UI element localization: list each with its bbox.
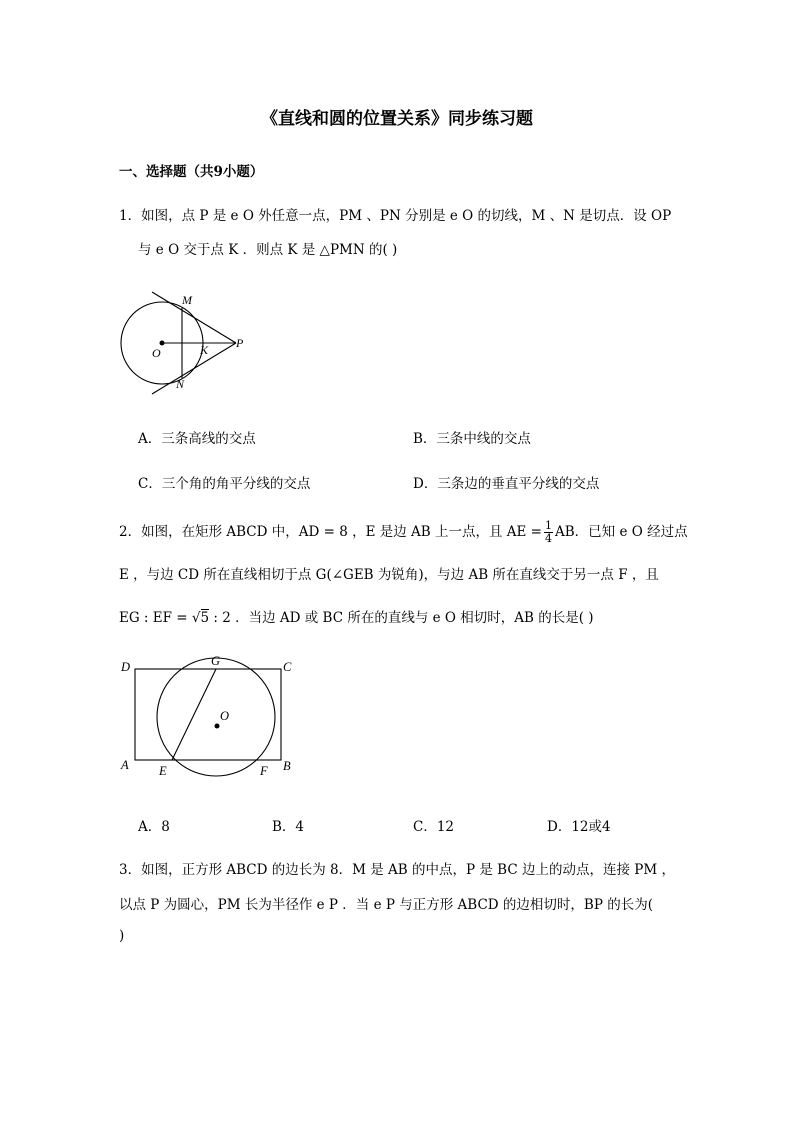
q1-option-a[interactable]: A．三条高线的交点 [138,431,256,447]
q2-ratio-prefix: EG : EF = [119,610,192,626]
q2-segment-eg [172,669,216,760]
q3-text-line-3: ) [119,928,125,944]
q1-label-k: K [200,343,209,357]
q3-text-line-1: 3．如图，正方形 ABCD 的边长为 8．M 是 AB 的中点，P 是 BC 边上的动点，连接 PM ， [119,862,675,878]
q2-circle-o [157,658,275,776]
q2-label-f: F [260,764,268,778]
q2-label-o: O [220,709,230,723]
q2-label-e: E [159,764,167,778]
q1-option-c[interactable]: C．三个角的角平分线的交点 [138,476,311,492]
q2-option-b[interactable]: B．4 [272,819,305,835]
q1-tangent-pn [152,343,236,394]
q2-sqrt-value: 5 [200,610,210,626]
q1-label-n: N [176,377,185,391]
q2-option-a[interactable]: A．8 [138,819,170,835]
q2-label-c: C [283,660,292,674]
q2-text-line-2: E ，与边 CD 所在直线相切于点 G(∠GEB 为锐角)，与边 AB 所在直线交于另一点 F ，且 [119,567,659,583]
q2-center-dot [215,724,220,729]
q2-fraction [544,520,553,545]
q1-figure [112,288,262,398]
q2-label-b: B [283,759,291,773]
q1-center-dot [160,341,165,346]
q2-fraction-denominator: 4 [545,532,552,545]
q2-text-line-1 [119,520,688,545]
q1-text-line-2: 与 e O 交于点 K ．则点 K 是 △PMN 的( ) [138,242,398,258]
section-heading: 一、选择题（共9小题） [119,164,264,180]
q2-line-1-suffix: AB．已知 e O 经过点 [555,524,688,540]
q2-label-g: G [211,654,221,668]
q2-text-line-3 [119,606,594,626]
q2-label-a: A [121,758,129,772]
q2-fraction-numerator: 1 [545,519,552,532]
q1-label-o: O [152,346,161,360]
q1-label-m: M [182,293,192,307]
q1-option-d[interactable]: D．三条边的垂直平分线的交点 [413,476,600,492]
q2-sqrt-sign: √ [191,610,201,626]
q2-line-3-suffix: : 2 ．当边 AD 或 BC 所在的直线与 e O 相切时，AB 的长是( ) [209,610,594,626]
q3-text-line-2: 以点 P 为圆心，PM 长为半径作 e P ．当 e P 与正方形 ABCD 的边相切时，BP 的长为( [119,897,653,913]
q2-line-1-prefix: 2．如图，在矩形 ABCD 中，AD = 8 ，E 是边 AB 上一点，且 AE = [119,524,542,540]
q1-option-b[interactable]: B．三条中线的交点 [413,431,531,447]
q2-option-d[interactable]: D．12或4 [547,819,611,835]
q2-label-d: D [121,660,131,674]
q2-figure [115,653,315,783]
q1-text-line-1: 1．如图，点 P 是 e O 外任意一点，PM 、PN 分别是 e O 的切线，M 、N 是切点．设 OP [119,208,672,224]
q1-tangent-pm [152,292,236,343]
q2-option-c[interactable]: C．12 [413,819,455,835]
q1-label-p: P [236,336,244,350]
page-title: 《直线和圆的位置关系》同步练习题 [261,109,533,129]
